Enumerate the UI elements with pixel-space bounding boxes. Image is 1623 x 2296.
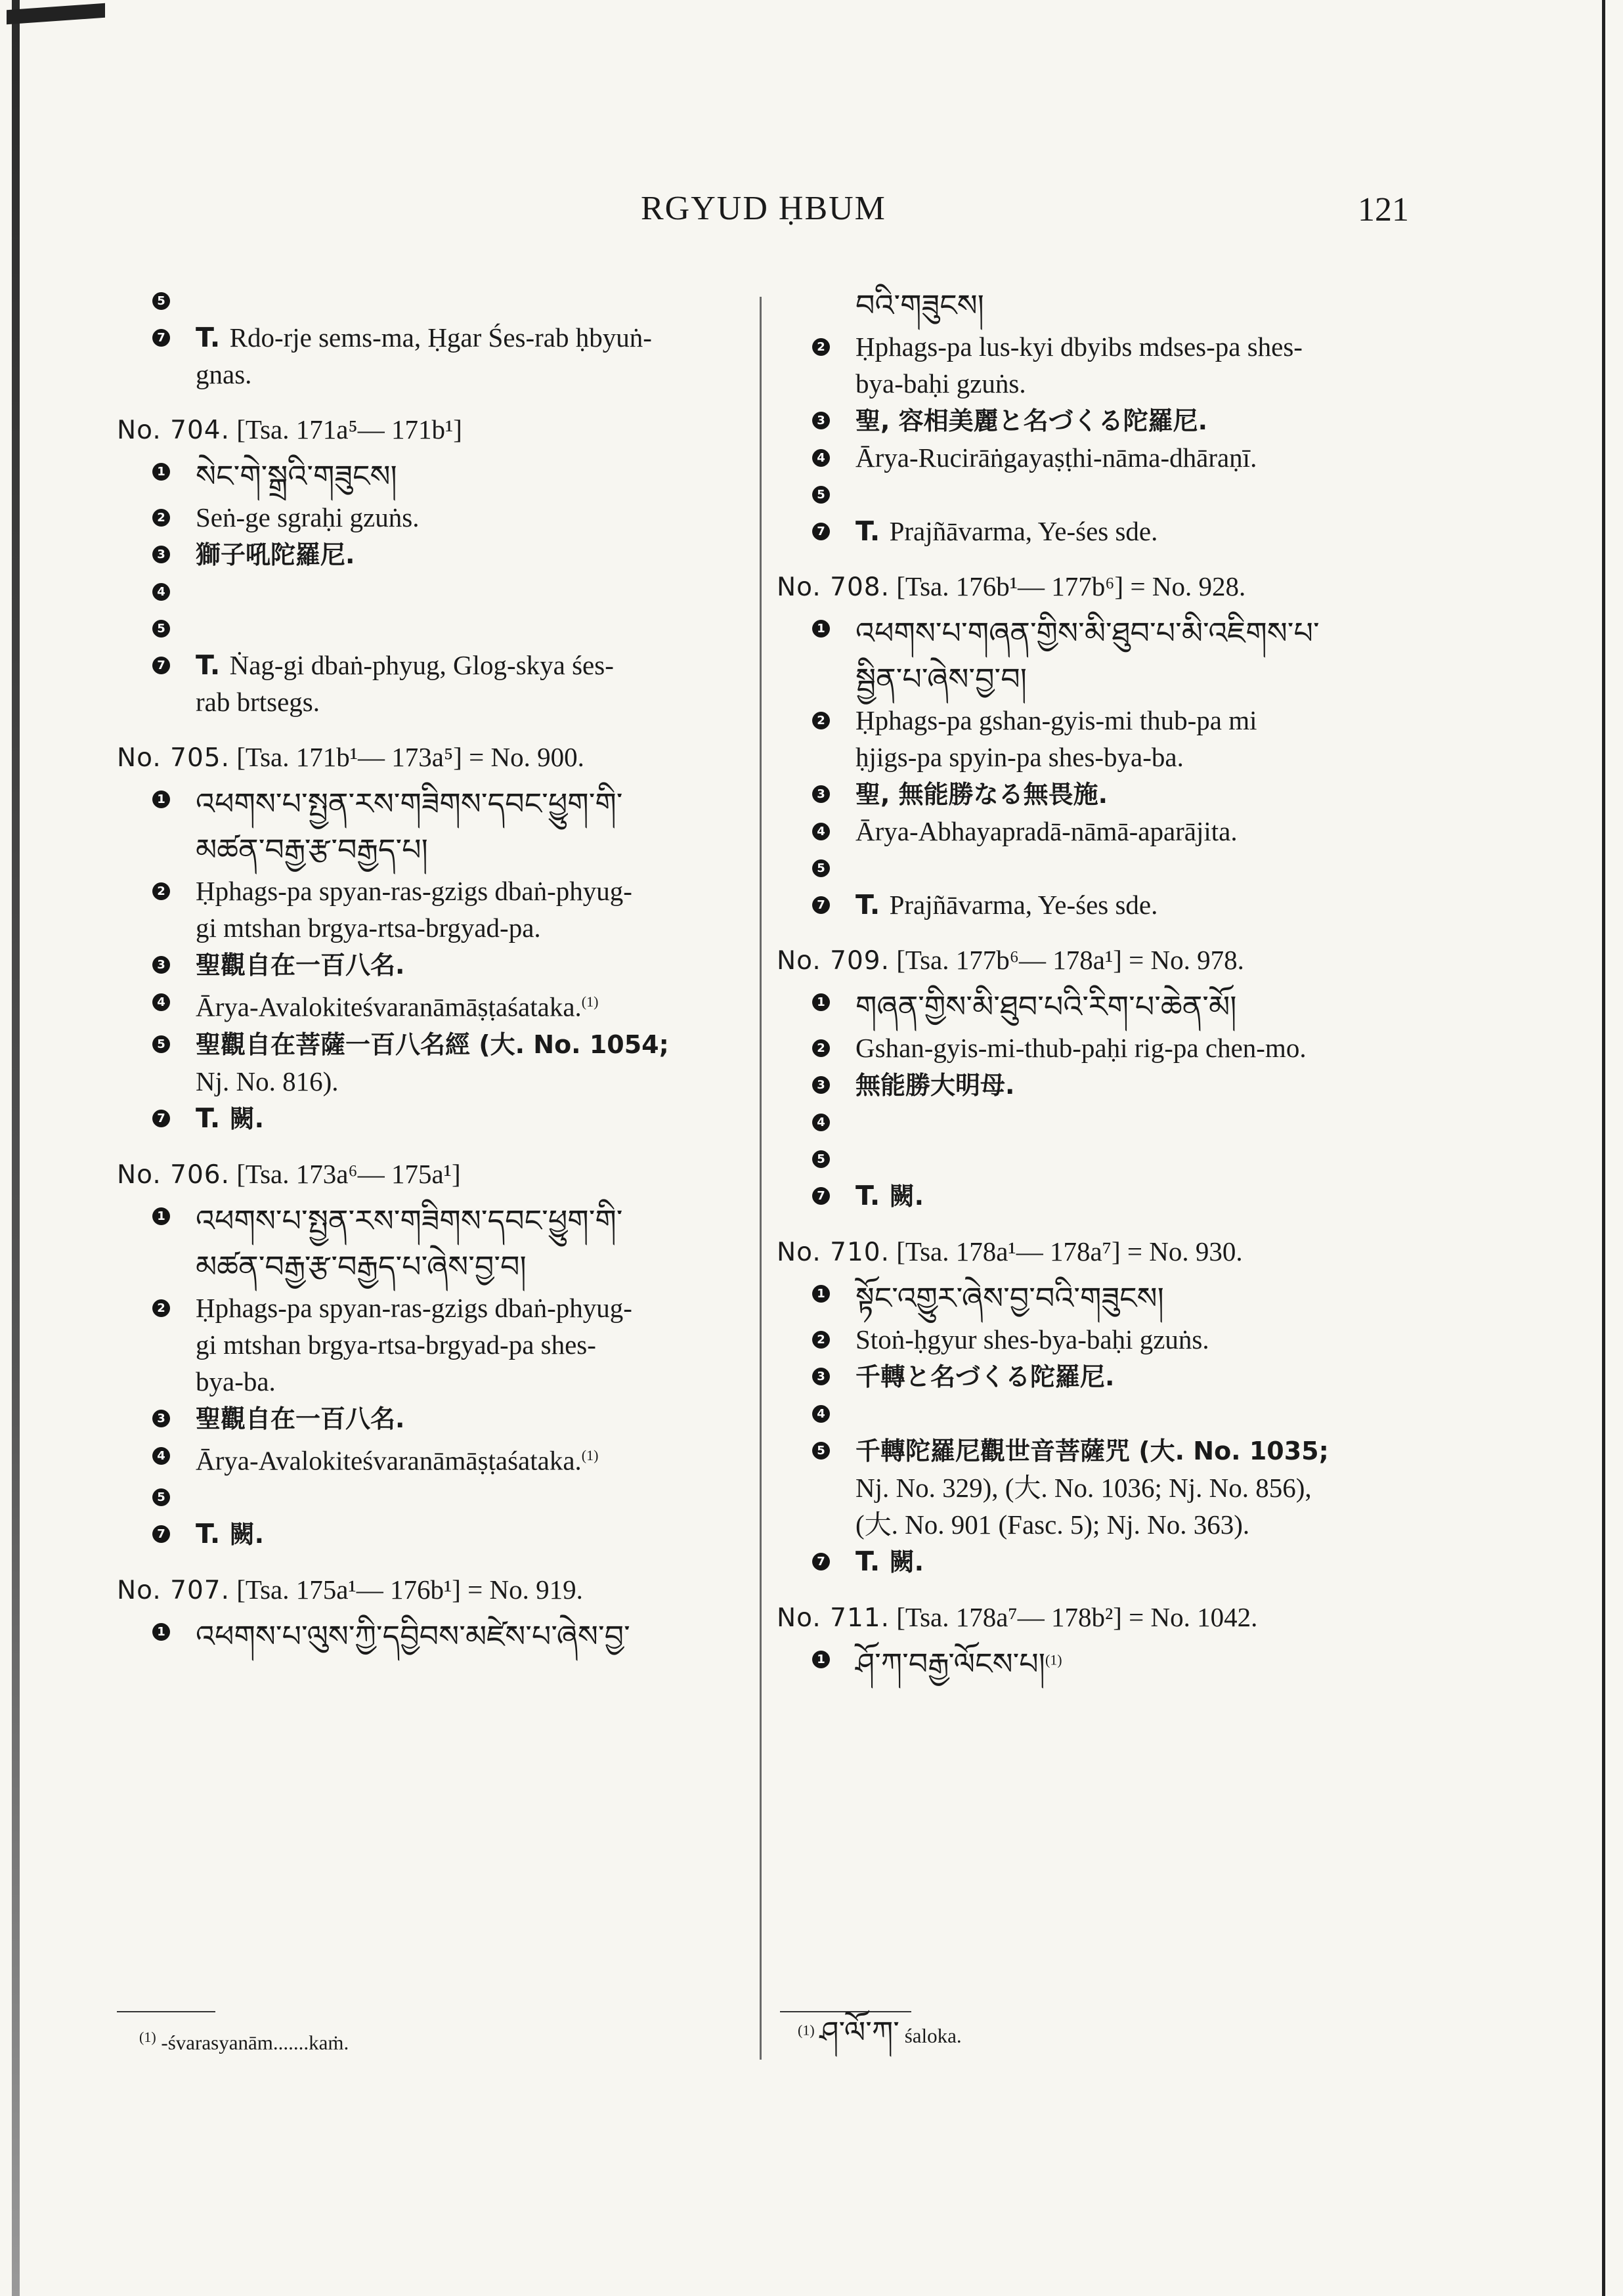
- entry-heading: [777, 1233, 1427, 1271]
- entry-field: [777, 1641, 1427, 1687]
- romanized-text: Ārya-Abhayapradā-nāmā-aparājita.: [855, 816, 1238, 846]
- continued-text: bya-ba.: [196, 1366, 276, 1397]
- field-number: 7: [812, 1553, 830, 1570]
- entry-field: [777, 1177, 1427, 1215]
- entry-field-continued: [117, 909, 767, 946]
- entry-field: [777, 702, 1427, 739]
- field-text: [777, 282, 1427, 328]
- entry-field: [117, 946, 767, 984]
- field-number: 2: [152, 882, 170, 900]
- field-number: 2: [812, 712, 830, 729]
- tibetan-title: འཕགས་པ་སྤྱན་རས་གཟིགས་དབང་ཕྱུག་གི་: [196, 1202, 623, 1238]
- continued-text: gi mtshan brgya-rtsa-brgyad-pa shes-: [196, 1329, 596, 1360]
- entry-number: No. 707.: [117, 1576, 230, 1606]
- footnote-mark: (1): [139, 2029, 156, 2045]
- field-text: [117, 946, 767, 984]
- running-title: RGYUD ḤBUM: [641, 190, 886, 227]
- scan-right-edge: [1602, 0, 1605, 2296]
- entry-field-continued: [117, 1363, 767, 1400]
- footnote-ref: (1): [581, 993, 599, 1010]
- field-number: 3: [812, 785, 830, 803]
- entry-number: No. 706.: [117, 1159, 230, 1190]
- field-text: [117, 1400, 767, 1437]
- footnote-left: [139, 2029, 349, 2054]
- entry-field: [777, 1395, 1427, 1432]
- field-number: 2: [812, 338, 830, 356]
- translator-prefix: T.: [196, 1518, 230, 1550]
- field-text: [117, 1515, 767, 1553]
- footnote-ref: (1): [581, 1446, 599, 1463]
- romanized-text: Prajñāvarma, Ye-śes sde.: [889, 516, 1158, 546]
- romanized-text: Ārya-Avalokiteśvaranāmāṣṭaśataka.: [196, 1445, 582, 1476]
- chinese-title: 獅子吼陀羅尼.: [196, 540, 355, 569]
- translator-prefix: T.: [196, 649, 230, 681]
- field-text: [117, 873, 767, 909]
- entry-field: [117, 573, 767, 610]
- continued-text: Nj. No. 329), (大. No. 1036; Nj. No. 856),: [855, 1473, 1312, 1503]
- field-text: [777, 1066, 1427, 1104]
- entry-reference: [Tsa. 171b¹— 173a⁵] = No. 900.: [229, 742, 584, 772]
- entry-field: [777, 775, 1427, 813]
- entry-field: [117, 319, 767, 356]
- field-text: [777, 610, 1427, 656]
- chinese-title: 無能勝大明母.: [855, 1071, 1015, 1100]
- tibetan-title: འཕགས་པ་གཞན་གྱིས་མི་ཐུབ་པ་མི་འཇིགས་པ་: [855, 615, 1320, 651]
- chinese-title: 聖, 容相美麗と名づくる陀羅尼.: [855, 406, 1208, 435]
- field-number: 2: [812, 1331, 830, 1349]
- chinese-title: 聖, 無能勝なる無畏施.: [855, 780, 1108, 809]
- field-number: 5: [152, 620, 170, 638]
- entry-field: [777, 282, 1427, 328]
- field-text: [777, 775, 1427, 813]
- entry-field-continued: [117, 1244, 767, 1289]
- translator-prefix: T.: [855, 1546, 890, 1577]
- field-text: [777, 886, 1427, 923]
- field-text: [117, 1198, 767, 1244]
- entry-heading: [117, 411, 767, 449]
- entry-field: [777, 1275, 1427, 1321]
- entry-field: [117, 1400, 767, 1437]
- translator-prefix: T.: [855, 515, 890, 547]
- field-number: 4: [812, 1114, 830, 1131]
- field-text: [117, 781, 767, 827]
- continued-text: gnas.: [196, 359, 252, 389]
- continued-text: མཚན་བརྒྱ་རྩ་བརྒྱད་པ།: [196, 832, 428, 867]
- entry-field: [777, 813, 1427, 850]
- field-number: 7: [812, 1187, 830, 1205]
- entry-field: [117, 781, 767, 827]
- entry-heading: [777, 1599, 1427, 1637]
- field-number: 1: [812, 1285, 830, 1303]
- chinese-title: 闕.: [889, 1548, 924, 1576]
- field-number: 7: [152, 1110, 170, 1127]
- entry-field: [117, 1613, 767, 1659]
- field-number: 4: [152, 1447, 170, 1465]
- entry-field: [777, 1029, 1427, 1066]
- field-text: [777, 513, 1427, 550]
- continued-text: (大. No. 901 (Fasc. 5); Nj. No. 363).: [855, 1509, 1250, 1540]
- right-column: [777, 282, 1427, 1687]
- entry-field: [777, 1140, 1427, 1177]
- entry-heading: [777, 942, 1427, 980]
- tibetan-title: འཕགས་པ་ལུས་ཀྱི་དབྱིབས་མཛེས་པ་ཞེས་བྱ་: [196, 1618, 630, 1655]
- continued-text: Nj. No. 816).: [196, 1066, 339, 1096]
- entry-reference: [Tsa. 177b⁶— 178a¹] = No. 978.: [889, 945, 1244, 975]
- scan-corner-mark: [7, 3, 105, 24]
- field-number: 1: [152, 1623, 170, 1641]
- field-text: [117, 1289, 767, 1326]
- continued-text: bya-baḥi gzuṅs.: [855, 368, 1026, 399]
- entry-reference: [Tsa. 176b¹— 177b⁶] = No. 928.: [889, 571, 1246, 601]
- field-text: [117, 647, 767, 683]
- entry-reference: [Tsa. 175a¹— 176b¹] = No. 919.: [229, 1574, 583, 1605]
- tibetan-title: སེང་གེ་སྒྲའི་གཟུངས།: [196, 458, 397, 494]
- entry-number: No. 704.: [117, 416, 230, 445]
- field-number: 3: [812, 1368, 830, 1385]
- romanized-text: Seṅ-ge sgraḥi gzuṅs.: [196, 502, 420, 532]
- field-number: 4: [152, 583, 170, 601]
- field-text: [117, 1437, 767, 1479]
- field-text: [777, 1321, 1427, 1358]
- entry-field-continued: [777, 656, 1427, 702]
- field-text: [777, 439, 1427, 476]
- entry-number: No. 708.: [777, 573, 890, 602]
- entry-heading: [117, 1156, 767, 1194]
- romanized-text: Ārya-Rucirāṅgayaṣṭhi-nāma-dhāraṇī.: [855, 443, 1257, 473]
- field-number: 1: [812, 1651, 830, 1668]
- field-text: [777, 1029, 1427, 1066]
- field-number: 1: [152, 1207, 170, 1225]
- translator-prefix: T.: [196, 322, 230, 353]
- entry-field-continued: [777, 365, 1427, 402]
- tibetan-title: གཞན་གྱིས་མི་ཐུབ་པའི་རིག་པ་ཆེན་མོ།: [855, 989, 1237, 1024]
- translator-prefix: T.: [855, 1180, 890, 1211]
- field-text: [777, 1177, 1427, 1215]
- entry-field-continued: [777, 739, 1427, 775]
- field-number: 7: [152, 1525, 170, 1543]
- chinese-title: 闕.: [229, 1520, 265, 1549]
- field-text: [117, 1026, 767, 1063]
- entry-reference: [Tsa. 178a¹— 178a⁷] = No. 930.: [889, 1236, 1243, 1267]
- field-number: 4: [812, 1405, 830, 1423]
- continued-text: rab brtsegs.: [196, 687, 320, 717]
- field-text: [117, 1613, 767, 1659]
- field-text: [777, 702, 1427, 739]
- chinese-title: 聖觀自在菩薩一百八名經 (大. No. 1054;: [196, 1029, 669, 1059]
- entry-field: [117, 453, 767, 499]
- entry-field: [117, 536, 767, 573]
- entry-field: [777, 402, 1427, 439]
- field-number: 5: [812, 486, 830, 504]
- field-text: [777, 1432, 1427, 1469]
- field-number: 5: [812, 1442, 830, 1460]
- entry-field-continued: [117, 683, 767, 720]
- romanized-text: Prajñāvarma, Ye-śes sde.: [889, 890, 1158, 920]
- translator-prefix: T.: [196, 1102, 230, 1134]
- footnote-ref: (1): [1045, 1651, 1062, 1668]
- field-number: 3: [152, 956, 170, 974]
- entry-field: [777, 610, 1427, 656]
- field-number: 2: [152, 1299, 170, 1317]
- entry-number: No. 711.: [777, 1603, 890, 1633]
- field-text: [117, 453, 767, 499]
- field-number: 4: [812, 449, 830, 467]
- romanized-text: Ḥphags-pa lus-kyi dbyibs mdses-pa shes-: [855, 332, 1303, 362]
- entry-field: [777, 984, 1427, 1029]
- field-number: 4: [812, 823, 830, 840]
- entry-field: [117, 1437, 767, 1479]
- entry-field: [777, 886, 1427, 923]
- romanized-text: Ṅag-gi dbaṅ-phyug, Glog-skya śes-: [229, 650, 614, 680]
- field-text: [117, 499, 767, 536]
- field-text: [117, 536, 767, 573]
- entry-field: [117, 1289, 767, 1326]
- entry-field: [117, 499, 767, 536]
- entry-field: [117, 1026, 767, 1063]
- tibetan-title: སྟོང་འགྱུར་ཞེས་བྱ་བའི་གཟུངས།: [855, 1280, 1164, 1316]
- entry-field: [777, 513, 1427, 550]
- chinese-title: 千轉と名づくる陀羅尼.: [855, 1362, 1115, 1391]
- field-text: [777, 328, 1427, 365]
- entry-field: [777, 328, 1427, 365]
- chinese-title: 闕.: [889, 1182, 924, 1211]
- footnote-text: -śvarasyanām.......kaṁ.: [161, 2031, 349, 2054]
- entry-field: [777, 1432, 1427, 1469]
- entry-field: [117, 873, 767, 909]
- entry-field: [117, 1479, 767, 1515]
- page-number: 121: [1358, 191, 1409, 228]
- field-text: [117, 1100, 767, 1137]
- continued-text: སྦྱིན་པ་ཞེས་བྱ་བ།: [855, 661, 1027, 697]
- field-text: [117, 319, 767, 356]
- romanized-text: Stoṅ-ḥgyur shes-bya-baḥi gzuṅs.: [855, 1324, 1209, 1354]
- field-number: 4: [152, 993, 170, 1011]
- field-number: 5: [152, 1488, 170, 1506]
- entry-reference: [Tsa. 173a⁶— 175a¹]: [229, 1158, 461, 1189]
- field-number: 5: [812, 1150, 830, 1168]
- field-number: 5: [152, 292, 170, 310]
- field-number: 1: [152, 791, 170, 808]
- footnote-mark: (1): [798, 2022, 815, 2039]
- field-text: [777, 1641, 1427, 1687]
- entry-reference: [Tsa. 178a⁷— 178b²] = No. 1042.: [889, 1602, 1258, 1632]
- romanized-text: Ḥphags-pa gshan-gyis-mi thub-pa mi: [855, 705, 1257, 735]
- romanized-text: Ḥphags-pa spyan-ras-gzigs dbaṅ-phyug-: [196, 876, 632, 906]
- field-number: 7: [812, 523, 830, 540]
- entry-field: [117, 282, 767, 319]
- left-column: [117, 282, 767, 1659]
- entry-field: [777, 1321, 1427, 1358]
- footnote-text: śaloka.: [904, 2024, 962, 2047]
- field-number: 1: [812, 993, 830, 1011]
- romanized-text: Ḥphags-pa spyan-ras-gzigs dbaṅ-phyug-: [196, 1292, 632, 1323]
- field-text: [777, 1543, 1427, 1580]
- continued-text: མཚན་བརྒྱ་རྩ་བརྒྱད་པ་ཞེས་བྱ་བ།: [196, 1248, 527, 1284]
- continued-text: gi mtshan brgya-rtsa-brgyad-pa.: [196, 913, 541, 943]
- field-text: [117, 984, 767, 1026]
- field-number: 3: [812, 412, 830, 429]
- chinese-title: 千轉陀羅尼觀世音菩薩咒 (大. No. 1035;: [855, 1437, 1329, 1465]
- entry-field: [777, 439, 1427, 476]
- field-text: [777, 1358, 1427, 1395]
- footnote-right: [798, 2009, 962, 2055]
- entry-field: [117, 1515, 767, 1553]
- field-number: 5: [152, 1035, 170, 1053]
- entry-field-continued: [117, 1326, 767, 1363]
- entry-field: [117, 610, 767, 647]
- continued-text: ḥjigs-pa spyin-pa shes-bya-ba.: [855, 742, 1184, 772]
- tibetan-title: འཕགས་པ་སྤྱན་རས་གཟིགས་དབང་ཕྱུག་གི་: [196, 786, 623, 821]
- field-text: [777, 402, 1427, 439]
- field-text: [777, 813, 1427, 850]
- entry-heading: [777, 568, 1427, 606]
- field-number: 7: [812, 896, 830, 914]
- field-text: [777, 1275, 1427, 1321]
- romanized-text: Ārya-Avalokiteśvaranāmāṣṭaśataka.: [196, 991, 582, 1022]
- romanized-text: Gshan-gyis-mi-thub-paḥi rig-pa chen-mo.: [855, 1033, 1307, 1063]
- entry-field: [777, 1358, 1427, 1395]
- entry-field: [777, 1543, 1427, 1580]
- field-number: 7: [152, 329, 170, 347]
- entry-reference: [Tsa. 171a⁵— 171b¹]: [229, 414, 462, 444]
- field-number: 1: [152, 463, 170, 481]
- entry-field: [117, 647, 767, 683]
- footnote-rule-left: [117, 2011, 215, 2012]
- field-number: 2: [152, 509, 170, 527]
- footnote-tibetan: ཤ་ལོ་ཀ་: [819, 2014, 899, 2050]
- entry-number: No. 710.: [777, 1238, 890, 1267]
- entry-number: No. 705.: [117, 743, 230, 773]
- entry-field-continued: [117, 827, 767, 873]
- field-number: 7: [152, 657, 170, 674]
- chinese-title: 闕.: [229, 1104, 265, 1133]
- field-number: 3: [152, 1410, 170, 1427]
- field-number: 3: [812, 1076, 830, 1094]
- entry-field-continued: [117, 1063, 767, 1100]
- entry-field-continued: [777, 1469, 1427, 1506]
- field-number: 3: [152, 546, 170, 563]
- tibetan-title: ཤོ་ཀ་བརྒྱ་ལོངས་པ།: [855, 1646, 1045, 1681]
- field-number: 5: [812, 859, 830, 877]
- entry-heading: [117, 1571, 767, 1609]
- entry-field: [117, 1100, 767, 1137]
- romanized-text: Rdo-rje sems-ma, Ḥgar Śes-rab ḥbyuṅ-: [229, 322, 652, 353]
- chinese-title: 聖觀自在一百八名.: [196, 1404, 405, 1433]
- entry-field: [117, 1198, 767, 1244]
- translator-prefix: T.: [855, 889, 890, 921]
- scan-binding-edge: [12, 0, 20, 2296]
- field-number: 1: [812, 620, 830, 638]
- entry-field: [117, 984, 767, 1026]
- entry-field: [777, 850, 1427, 886]
- entry-number: No. 709.: [777, 946, 890, 976]
- tibetan-title: བའི་གཟུངས།: [855, 288, 984, 323]
- entry-field-continued: [117, 356, 767, 393]
- entry-field: [777, 1066, 1427, 1104]
- entry-heading: [117, 739, 767, 777]
- entry-field-continued: [777, 1506, 1427, 1543]
- entry-field: [777, 1104, 1427, 1140]
- chinese-title: 聖觀自在一百八名.: [196, 951, 405, 980]
- field-text: [777, 984, 1427, 1029]
- field-number: 2: [812, 1039, 830, 1057]
- entry-field: [777, 476, 1427, 513]
